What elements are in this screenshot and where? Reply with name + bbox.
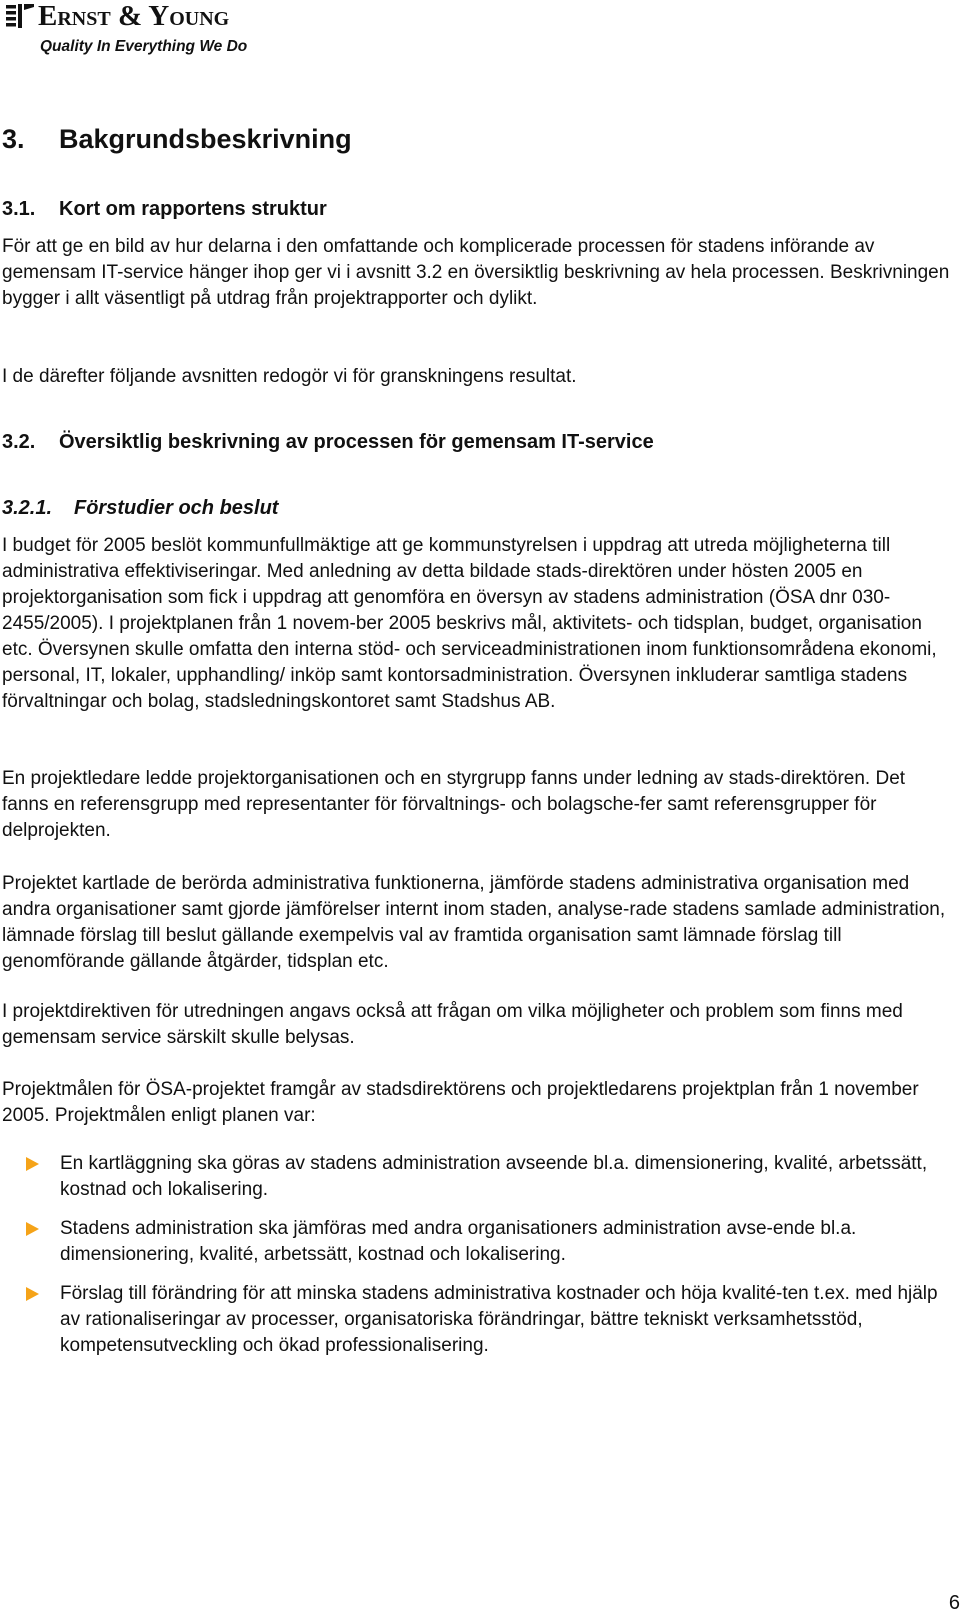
list-item-text: Förslag till förändring för att minska stadens administrativa kostnader och höja kvalité-ten t.ex. med hjälp av rationaliseringar av processer, organisatoriska förändringar, bättre tekniskt verksamhetsstöd, kompetensutveckling och ökad professionalisering. xyxy=(60,1283,938,1356)
chapter-heading xyxy=(2,124,352,155)
list-item-text: En kartläggning ska göras av stadens administration avseende bl.a. dimensionering, kvalité, arbetssätt, kostnad och lokalisering. xyxy=(60,1153,928,1200)
page-number: 6 xyxy=(948,1592,960,1614)
triangle-right-icon xyxy=(26,1157,39,1171)
logo-company-name: Ernst & Young xyxy=(38,0,230,32)
logo-tagline: Quality In Everything We Do xyxy=(40,38,248,55)
chapter-title: Bakgrundsbeskrivning xyxy=(59,124,352,154)
section-3-2-1-title: Förstudier och beslut xyxy=(74,497,279,519)
triangle-right-icon xyxy=(26,1287,39,1301)
section-3-2-1-number: 3.2.1. xyxy=(2,497,53,519)
section-3-2-heading xyxy=(2,431,654,454)
section-3-2-number: 3.2. xyxy=(2,431,36,453)
triangle-right-icon xyxy=(26,1222,39,1236)
section-3-2-title: Översiktlig beskrivning av processen för gemensam IT-service xyxy=(59,431,654,453)
section-3-2-1-paragraph-5: Projektmålen för ÖSA-projektet framgår av stadsdirektörens och projektledarens projektplan från 1 november 2005. Projektmålen enligt planen var: xyxy=(2,1079,919,1126)
section-3-2-1-paragraph-1: I budget för 2005 beslöt kommunfullmäktige att ge kommunstyrelsen i uppdrag att utreda möjligheterna till administrativa effektiviseringar. Med anledning av detta bildade stads-direktören under hösten 2005 en projektorganisation som fick i uppdrag att genomföra en översyn av stadens administration (ÖSA dnr 030-2455/2005). I projektplanen från 1 novem-ber 2005 beskrivs mål, aktivitets- och tidsplan, budget, organisation etc. Översynen skulle omfatta den interna stöd- och serviceadministrationen inom funktionsområdena ekonomi, personal, IT, lokaler, upphandling/ inköp samt kontorsadministration. Översynen inkluderar samtliga stadens förvaltningar och bolag, stadsledningskontoret samt Stadshus AB. xyxy=(2,535,937,712)
section-3-2-1-paragraph-4: I projektdirektiven för utredningen angavs också att frågan om vilka möjligheter och problem som finns med gemensam service särskilt skulle belysas. xyxy=(2,1001,903,1048)
section-3-1-heading xyxy=(2,198,327,221)
ernst-young-logo-mark-icon xyxy=(4,2,36,30)
list-item xyxy=(2,1151,952,1203)
section-3-2-1-paragraph-2: En projektledare ledde projektorganisationen och en styrgrupp fanns under ledning av stads-direktören. Det fanns en referensgrupp med representanter för förvaltnings- och bolagsche-fer samt referensgrupper för delprojekten. xyxy=(2,768,906,841)
section-3-1-paragraph-2: I de därefter följande avsnitten redogör vi för granskningens resultat. xyxy=(2,366,577,387)
section-3-1-number: 3.1. xyxy=(2,198,36,220)
section-3-1-paragraph-1: För att ge en bild av hur delarna i den omfattande och komplicerade processen för stadens införande av gemensam IT-service hänger ihop ger vi i avsnitt 3.2 en översiktlig beskrivning av hela processen. Beskrivningen bygger i allt väsentligt på utdrag från projektrapporter och dylikt. xyxy=(2,236,950,309)
section-3-2-1-heading xyxy=(2,497,278,520)
section-3-1-title: Kort om rapportens struktur xyxy=(59,198,327,220)
project-goals-list xyxy=(2,1151,952,1372)
ernst-young-logo xyxy=(4,2,254,58)
list-item xyxy=(2,1216,952,1268)
list-item xyxy=(2,1281,952,1359)
list-item-text: Stadens administration ska jämföras med andra organisationers administration avse-ende bl.a. dimensionering, kvalité, arbetssätt, kostnad och lokalisering. xyxy=(60,1218,857,1265)
chapter-number: 3. xyxy=(2,124,25,154)
section-3-2-1-paragraph-3: Projektet kartlade de berörda administrativa funktionerna, jämförde stadens administrativa organisation med andra organisationer samt gjorde jämförelser internt inom staden, analyse-rade stadens samlade administration, lämnade förslag till beslut gällande exempelvis val av framtida organisation samt lämnade förslag till genomförande gällande åtgärder, tidsplan etc. xyxy=(2,873,946,972)
